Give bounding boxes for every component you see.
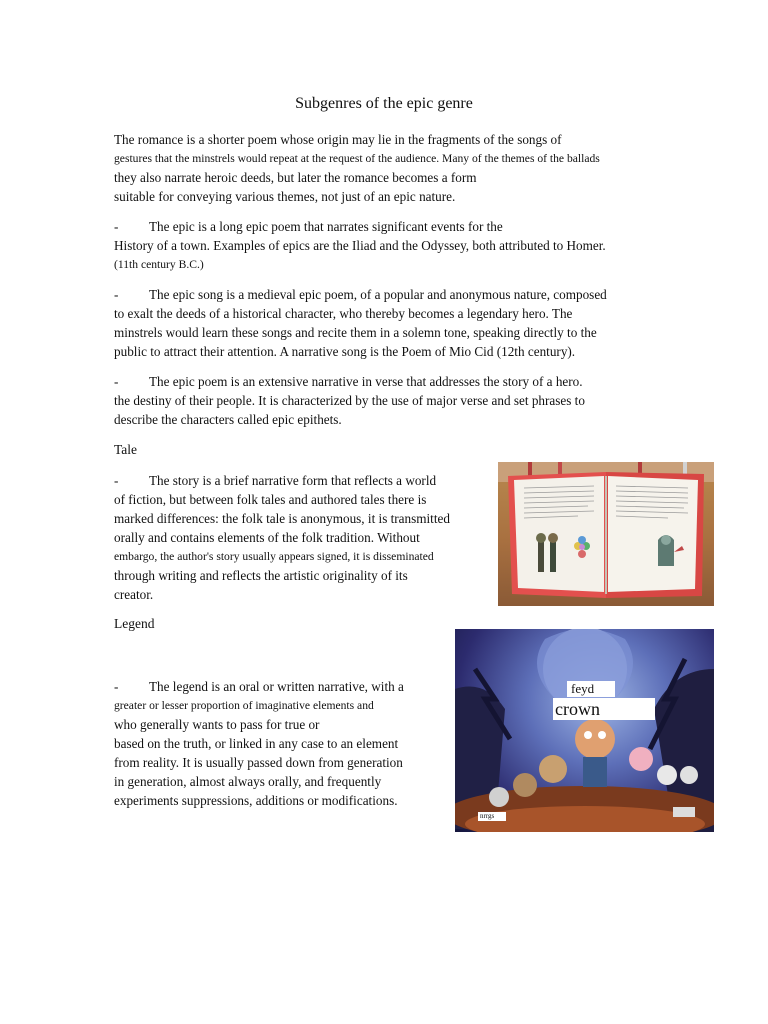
epic-song-paragraph — [114, 285, 634, 361]
legend-paragraph — [114, 677, 434, 810]
romance-line: gestures that the minstrels would repeat at the request of the audience. Many of the themes of the ballads — [114, 152, 600, 165]
page-title: Subgenres of the epic genre — [295, 95, 473, 112]
epic-song-line: public to attract their attention. A narrative song is the Poem of Mio Cid (12th century). — [114, 344, 576, 359]
epic-line: (11th century B.C.) — [114, 258, 204, 271]
legend-heading: Legend — [114, 616, 155, 631]
legend-line: experiments suppressions, additions or modifications. — [114, 793, 398, 808]
poster-label-crown: crown — [553, 698, 655, 720]
tale-line: embargo, the author's story usually appears signed, it is disseminated — [114, 550, 434, 563]
bullet-dash: - — [114, 374, 119, 389]
legend-line: The legend is an oral or written narrative, with a — [149, 679, 404, 694]
movie-poster — [455, 629, 714, 832]
epic-song-line: to exalt the deeds of a historical character, who thereby becomes a legendary hero. The — [114, 306, 573, 321]
epic-poem-line: the destiny of their people. It is characterized by the use of major verse and set phrases to — [114, 393, 585, 408]
legend-line: based on the truth, or linked in any case to an element — [114, 736, 399, 751]
poster-label-feyd: feyd — [567, 681, 615, 697]
bullet-dash: - — [114, 679, 119, 694]
epic-line: The epic is a long epic poem that narrates significant events for the — [149, 219, 503, 234]
bullet-dash: - — [114, 219, 119, 234]
epic-line: History of a town. Examples of epics are the Iliad and the Odyssey, both attributed to Homer. — [114, 238, 606, 253]
epic-poem-paragraph — [114, 372, 634, 429]
romance-line: suitable for conveying various themes, not just of an epic nature. — [114, 189, 456, 204]
legend-line: in generation, almost always orally, and frequently — [114, 774, 382, 789]
tale-line: of fiction, but between folk tales and authored tales there is — [114, 492, 427, 507]
epic-song-line: The epic song is a medieval epic poem, of a popular and anonymous nature, composed — [149, 287, 607, 302]
legend-line: who generally wants to pass for true or — [114, 717, 320, 732]
tale-paragraph — [114, 471, 484, 604]
epic-paragraph — [114, 217, 634, 274]
bullet-dash: - — [114, 473, 119, 488]
tale-line: through writing and reflects the artistic originality of its — [114, 568, 408, 583]
epic-poem-line: The epic poem is an extensive narrative in verse that addresses the story of a hero. — [149, 374, 583, 389]
tale-line: orally and contains elements of the folk tradition. Without — [114, 530, 420, 545]
epic-song-line: minstrels would learn these songs and recite them in a solemn tone, speaking directly to the — [114, 325, 597, 340]
tale-line: creator. — [114, 587, 154, 602]
romance-line: they also narrate heroic deeds, but later the romance becomes a form — [114, 170, 477, 185]
romance-paragraph — [114, 130, 634, 206]
book-photo — [498, 462, 714, 606]
legend-line: greater or lesser proportion of imaginative elements and — [114, 699, 374, 712]
romance-line: The romance is a shorter poem whose origin may lie in the fragments of the songs of — [114, 132, 562, 147]
tale-heading: Tale — [114, 442, 138, 457]
tale-line: marked differences: the folk tale is anonymous, it is transmitted — [114, 511, 450, 526]
poster-label-small: nrrgs — [478, 812, 506, 821]
tale-line: The story is a brief narrative form that reflects a world — [149, 473, 437, 488]
epic-poem-line: describe the characters called epic epithets. — [114, 412, 342, 427]
legend-line: from reality. It is usually passed down from generation — [114, 755, 403, 770]
bullet-dash: - — [114, 287, 119, 302]
